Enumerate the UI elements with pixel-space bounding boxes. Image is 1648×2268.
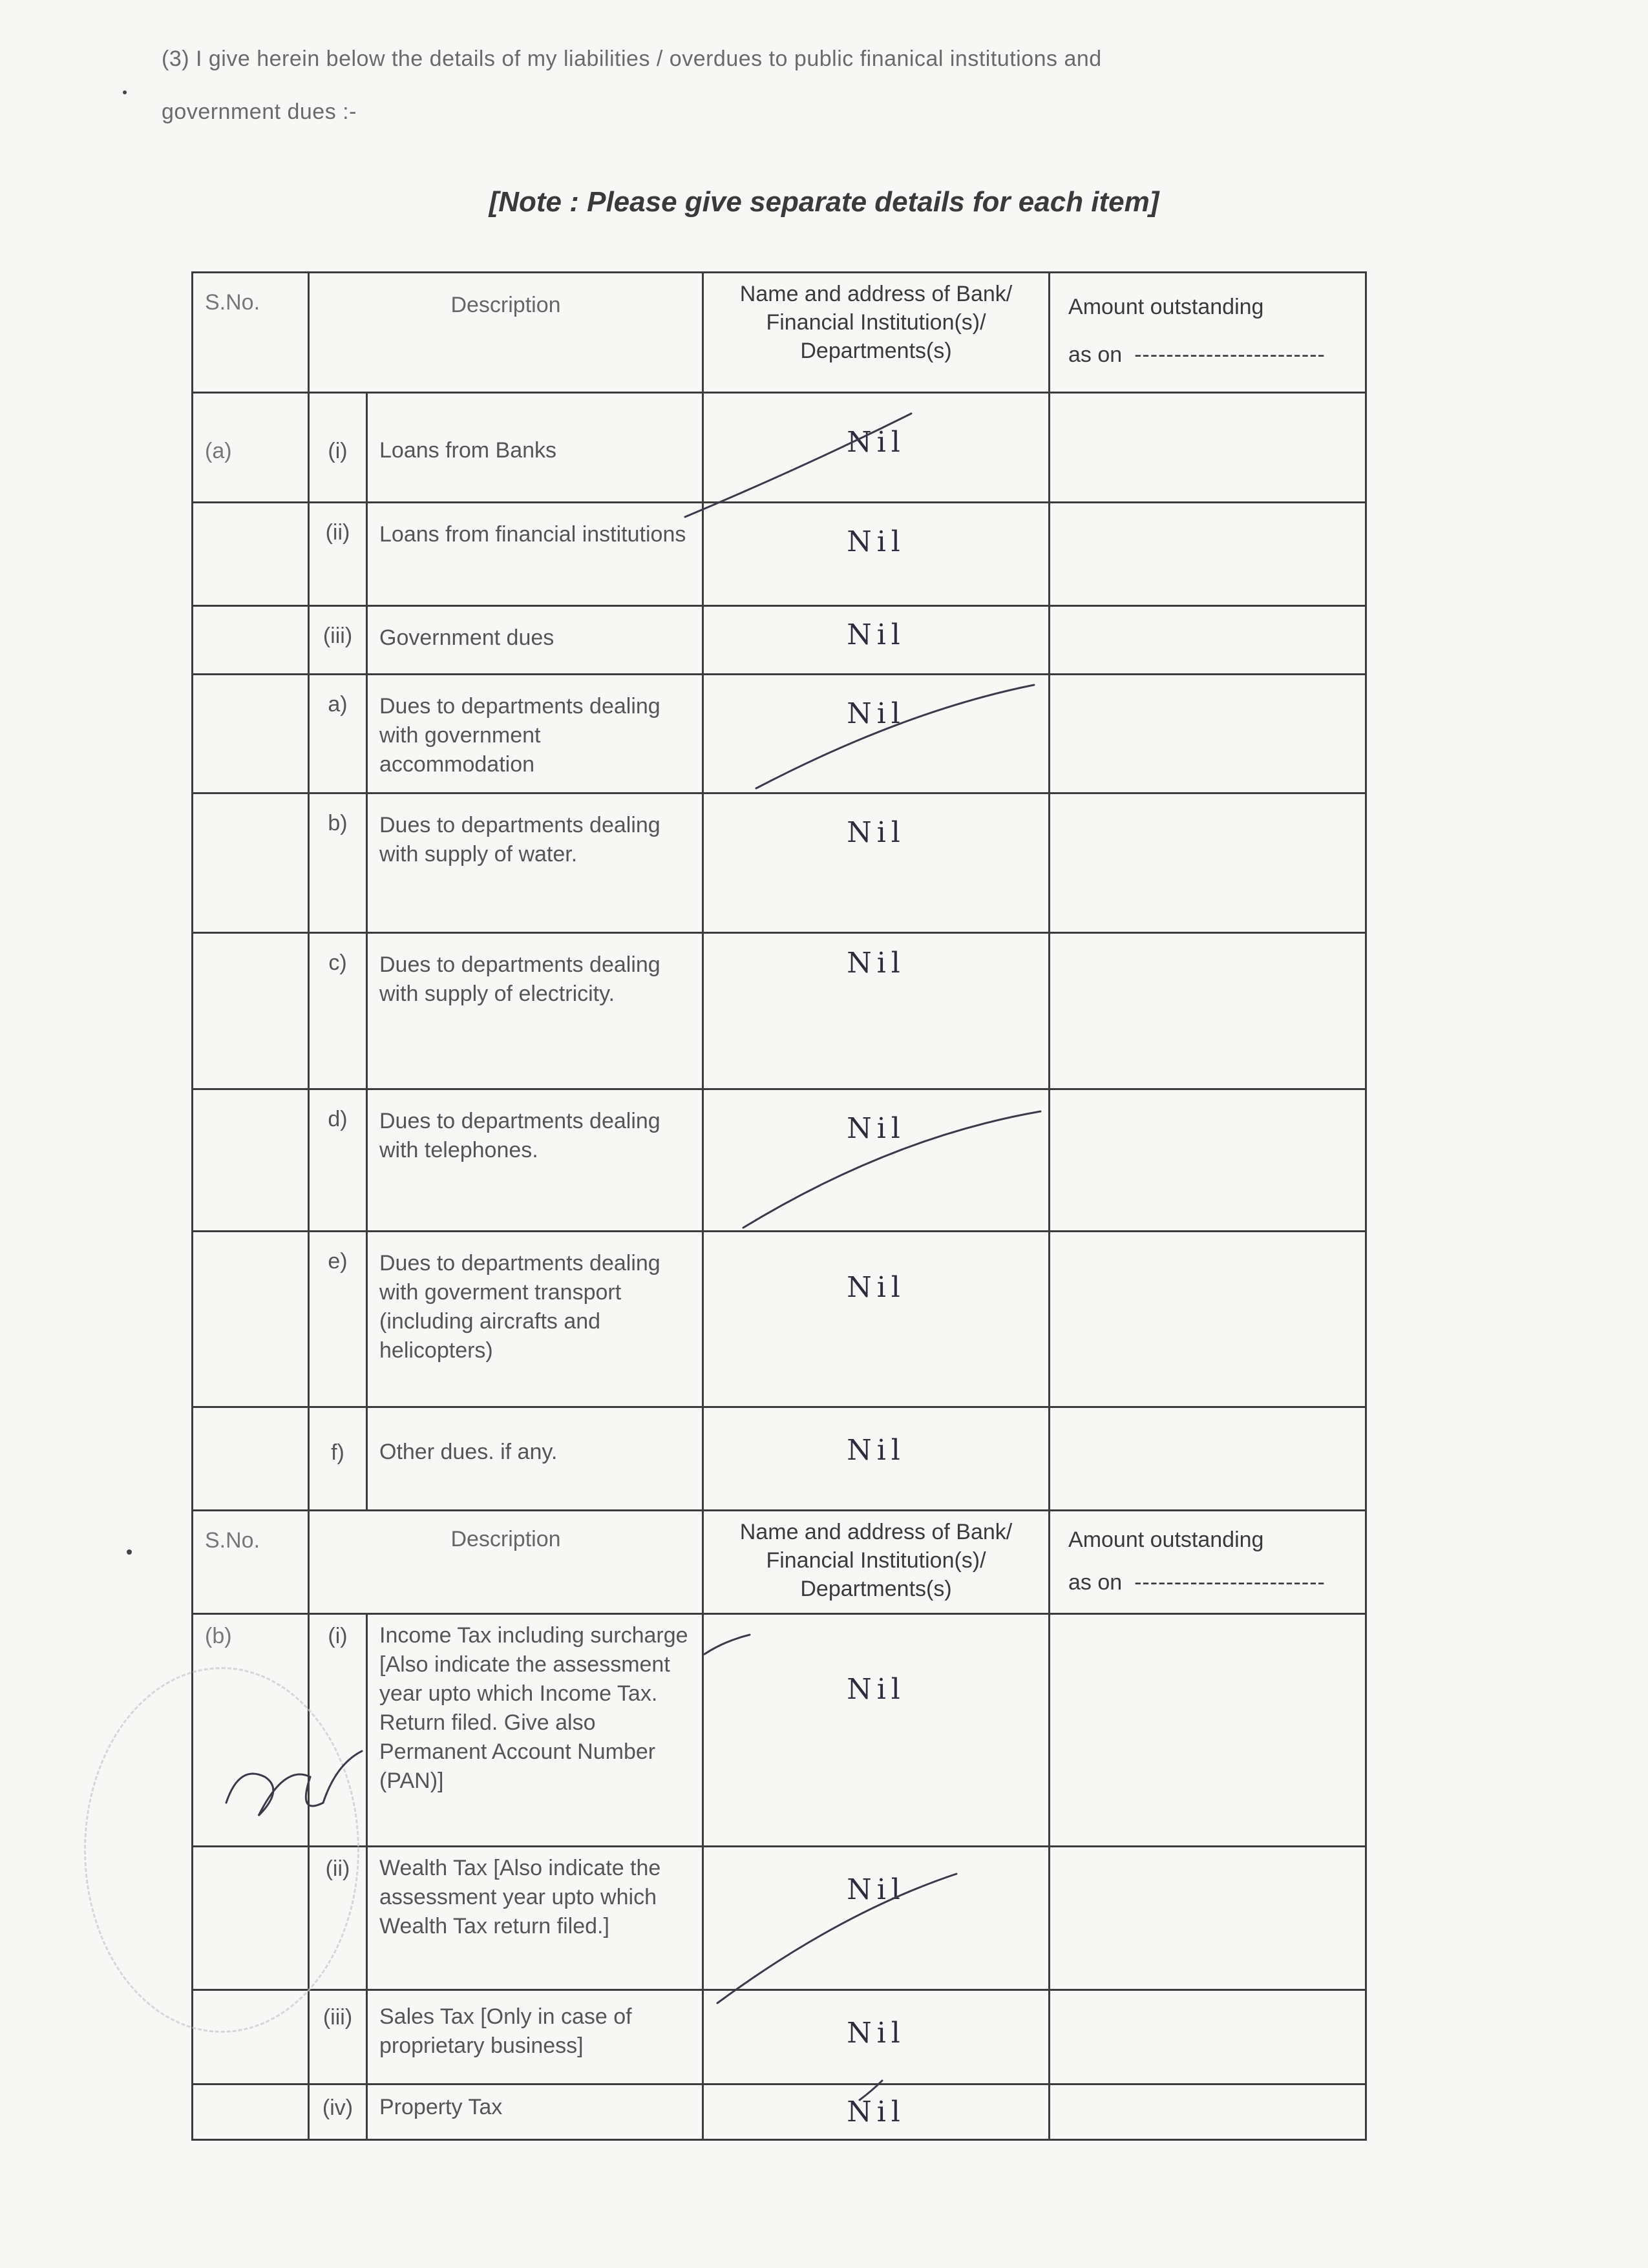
row-name-cell <box>703 1990 1050 2084</box>
section-b-label: (b) <box>193 1614 309 1847</box>
row-amount-cell <box>1050 1614 1366 1847</box>
table-row <box>193 1232 1366 1407</box>
row-sno-blank <box>193 793 309 933</box>
row-number: f) <box>309 1407 367 1511</box>
row-number: d) <box>309 1089 367 1232</box>
row-sno-blank <box>193 606 309 675</box>
header-amount-b: Amount outstanding <box>1068 1528 1264 1552</box>
table-row <box>193 1407 1366 1511</box>
header-description-b: Description <box>450 1527 561 1551</box>
row-amount-cell <box>1050 675 1366 793</box>
header-row-b <box>193 1511 1366 1614</box>
handwritten-nil: Nil <box>847 2095 905 2128</box>
table-row <box>193 393 1366 503</box>
row-description: Loans from financial institutions <box>367 503 703 606</box>
table-row <box>193 2084 1366 2140</box>
table-row <box>193 933 1366 1089</box>
row-number: (iv) <box>309 2084 367 2140</box>
row-name-cell <box>703 1407 1050 1511</box>
handwritten-nil: Nil <box>847 947 905 980</box>
header-name-cell-b <box>703 1511 1050 1614</box>
table-row <box>193 606 1366 675</box>
row-amount-cell <box>1050 1990 1366 2084</box>
row-sno-blank <box>193 675 309 793</box>
header-amount: Amount outstanding <box>1068 295 1264 319</box>
table-row <box>193 675 1366 793</box>
liabilities-table <box>191 271 1367 2141</box>
row-description: Wealth Tax [Also indicate the assessment year upto which Wealth Tax return filed.] <box>367 1847 703 1990</box>
handwritten-nil: Nil <box>847 1434 905 1467</box>
header-amount-cell <box>1050 273 1366 393</box>
row-number: (iii) <box>309 606 367 675</box>
header-as-on-b: as on <box>1068 1570 1123 1595</box>
row-name-cell <box>703 675 1050 793</box>
table-row <box>193 1847 1366 1990</box>
row-description: Property Tax <box>367 2084 703 2140</box>
row-number: c) <box>309 933 367 1089</box>
row-name-cell <box>703 933 1050 1089</box>
handwritten-nil: Nil <box>847 697 905 730</box>
row-number: (iii) <box>309 1990 367 2084</box>
row-number: (ii) <box>309 1847 367 1990</box>
handwritten-nil: Nil <box>847 525 905 558</box>
header-description: Description <box>450 293 561 317</box>
faint-seal-stamp <box>84 1667 359 2033</box>
header-sno: S.No. <box>193 273 309 393</box>
row-number: e) <box>309 1232 367 1407</box>
table-row <box>193 1089 1366 1232</box>
row-description: Other dues. if any. <box>367 1407 703 1511</box>
handwritten-nil: Nil <box>847 426 905 459</box>
row-name-cell <box>703 503 1050 606</box>
row-name-cell <box>703 1089 1050 1232</box>
header-amount-cell-b <box>1050 1511 1366 1614</box>
row-description: Dues to departments dealing with supply of water. <box>367 793 703 933</box>
header-name-cell <box>703 273 1050 393</box>
note-heading: [Note : Please give separate details for each item] <box>489 186 1159 218</box>
row-number: (i) <box>309 1614 367 1847</box>
row-amount-cell <box>1050 606 1366 675</box>
table-row <box>193 1614 1366 1847</box>
row-number: (ii) <box>309 503 367 606</box>
handwritten-nil: Nil <box>847 1673 905 1706</box>
row-number: a) <box>309 675 367 793</box>
row-description: Dues to departments dealing with supply of electricity. <box>367 933 703 1089</box>
row-amount-cell <box>1050 2084 1366 2140</box>
row-description: Dues to departments dealing with telephones. <box>367 1089 703 1232</box>
handwritten-nil: Nil <box>847 1112 905 1145</box>
header-row-a <box>193 273 1366 393</box>
header-description-cell-b <box>309 1511 703 1614</box>
row-name-cell <box>703 606 1050 675</box>
row-number: (i) <box>309 393 367 503</box>
intro-line-2: government dues :- <box>162 100 357 124</box>
row-amount-cell <box>1050 393 1366 503</box>
handwritten-nil: Nil <box>847 618 905 651</box>
row-amount-cell <box>1050 933 1366 1089</box>
header-name-b: Name and address of Bank/ Financial Institution(s)/ Departments(s) <box>739 1520 1013 1601</box>
header-name: Name and address of Bank/ Financial Institution(s)/ Departments(s) <box>739 282 1013 363</box>
row-sno-blank <box>193 933 309 1089</box>
row-name-cell <box>703 393 1050 503</box>
row-sno-blank <box>193 1232 309 1407</box>
header-description-cell <box>309 273 703 393</box>
table-row <box>193 793 1366 933</box>
row-amount-cell <box>1050 793 1366 933</box>
handwritten-nil: Nil <box>847 1873 905 1906</box>
row-sno-blank <box>193 1407 309 1511</box>
row-sno-blank <box>193 1089 309 1232</box>
header-as-on-line-b: ------------------------ <box>1134 1570 1326 1595</box>
row-amount-cell <box>1050 1407 1366 1511</box>
row-amount-cell <box>1050 1089 1366 1232</box>
header-as-on-line: ------------------------ <box>1134 342 1326 367</box>
row-name-cell <box>703 1614 1050 1847</box>
row-description: Government dues <box>367 606 703 675</box>
table-row <box>193 1990 1366 2084</box>
row-sno-blank <box>193 503 309 606</box>
header-sno-b: S.No. <box>193 1511 309 1614</box>
row-name-cell <box>703 2084 1050 2140</box>
table-row <box>193 503 1366 606</box>
row-number: b) <box>309 793 367 933</box>
row-amount-cell <box>1050 503 1366 606</box>
header-as-on: as on <box>1068 342 1123 367</box>
row-name-cell <box>703 793 1050 933</box>
handwritten-nil: Nil <box>847 2017 905 2050</box>
row-amount-cell <box>1050 1232 1366 1407</box>
handwritten-nil: Nil <box>847 816 905 849</box>
row-description: Dues to departments dealing with goverment transport (including aircrafts and helicopters) <box>367 1232 703 1407</box>
handwritten-nil: Nil <box>847 1271 905 1304</box>
intro-text <box>162 47 1389 124</box>
scan-speck <box>123 90 127 94</box>
row-amount-cell <box>1050 1847 1366 1990</box>
row-description: Sales Tax [Only in case of proprietary business] <box>367 1990 703 2084</box>
section-a-label: (a) <box>193 393 309 503</box>
row-name-cell <box>703 1232 1050 1407</box>
row-name-cell <box>703 1847 1050 1990</box>
intro-line-1: (3) I give herein below the details of my liabilities / overdues to public finanical institutions and <box>162 47 1102 71</box>
row-description: Dues to departments dealing with government accommodation <box>367 675 703 793</box>
scan-speck <box>127 1549 132 1555</box>
row-description: Loans from Banks <box>367 393 703 503</box>
row-sno-blank <box>193 2084 309 2140</box>
row-description: Income Tax including surcharge [Also indicate the assessment year upto which Income Tax. Return filed. Give also Permanent Account Number (PAN)] <box>367 1614 703 1847</box>
